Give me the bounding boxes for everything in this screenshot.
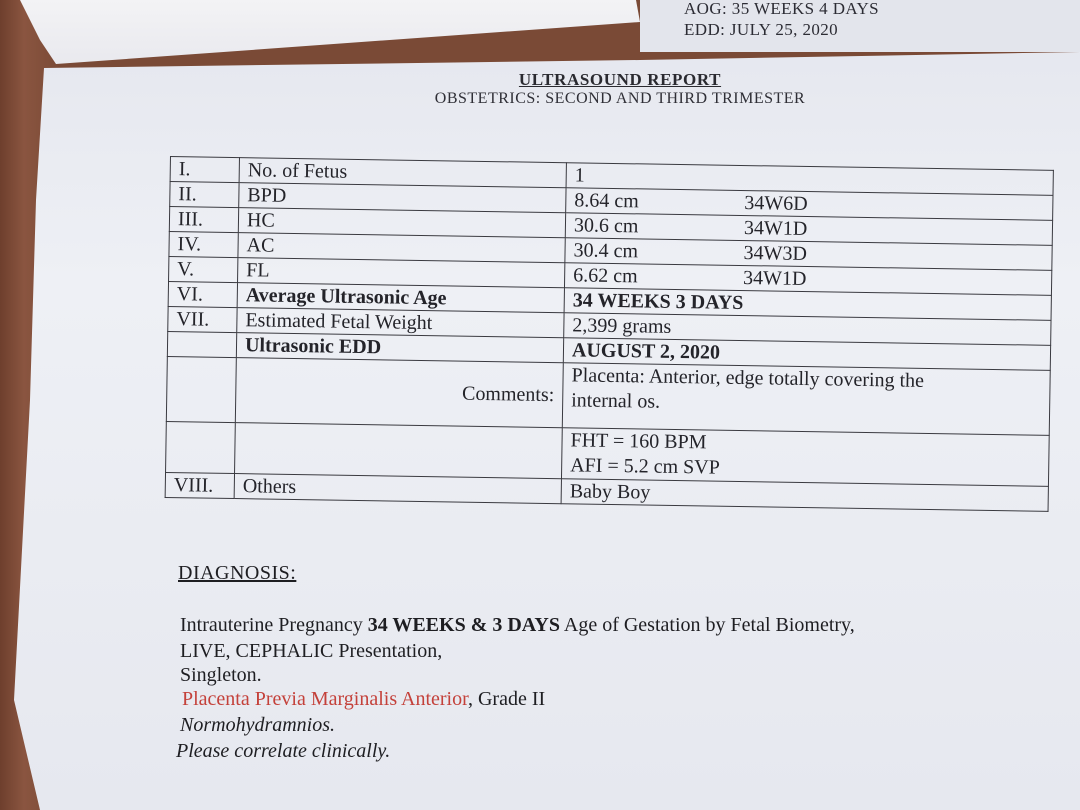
diagnosis-text: Age of Gestation by Fetal Biometry, xyxy=(559,614,855,636)
diagnosis-text: Intrauterine Pregnancy xyxy=(180,614,368,636)
diagnosis-line-2: LIVE, CEPHALIC Presentation, xyxy=(180,640,443,662)
row-label: AC xyxy=(238,233,565,263)
comment-line: internal os. xyxy=(571,389,661,413)
row-label: BPD xyxy=(239,183,566,213)
grade-text: , Grade II xyxy=(467,688,546,710)
comment-line: Placenta: Anterior, edge totally covering the xyxy=(571,364,925,392)
row-number: I. xyxy=(170,157,239,183)
diagnosis-line-1 xyxy=(180,614,855,637)
row-label: HC xyxy=(238,208,565,238)
row-number: III. xyxy=(169,207,238,233)
row-value: 34 WEEKS 3 DAYS xyxy=(564,288,1051,321)
value-text: 1 xyxy=(574,164,585,187)
afi-text: AFI = 5.2 cm SVP xyxy=(570,454,720,479)
age-text: 34W6D xyxy=(744,192,808,216)
age-text: 34W1D xyxy=(743,217,808,241)
row-number: IV. xyxy=(169,231,238,257)
gestation-age-text: 34 WEEKS & 3 DAYS xyxy=(367,614,560,636)
row-value: 2,399 grams xyxy=(564,313,1051,346)
diagnosis-line-5: Normohydramnios. xyxy=(180,714,336,736)
value-text: 30.6 cm xyxy=(573,214,639,238)
row-number xyxy=(167,331,236,357)
value-text: 6.62 cm xyxy=(573,264,638,288)
diagnosis-heading: DIAGNOSIS: xyxy=(178,562,297,584)
report-title: ULTRASOUND REPORT xyxy=(518,70,722,89)
age-text: 34W1D xyxy=(742,267,807,291)
folded-paper-corner xyxy=(0,0,640,64)
value-text: 8.64 cm xyxy=(574,189,639,213)
row-label: Estimated Fetal Weight xyxy=(237,308,564,338)
row-label: No. of Fetus xyxy=(239,158,566,188)
row-label xyxy=(235,423,563,479)
report-subtitle: OBSTETRICS: SECOND AND THIRD TRIMESTER xyxy=(434,90,806,107)
row-number: VIII. xyxy=(165,472,234,498)
aog-text: AOG: 35 WEEKS 4 DAYS xyxy=(684,0,880,18)
row-value: AUGUST 2, 2020 xyxy=(563,338,1050,371)
row-number: V. xyxy=(169,256,238,282)
diagnosis-line-3: Singleton. xyxy=(180,664,262,686)
row-number: VII. xyxy=(168,306,237,332)
gestation-info xyxy=(684,0,879,40)
age-text: 34W3D xyxy=(743,242,808,266)
row-label: Average Ultrasonic Age xyxy=(237,283,564,313)
row-number xyxy=(166,356,236,422)
edd-text: EDD: JULY 25, 2020 xyxy=(684,20,839,39)
row-label: Others xyxy=(234,474,561,504)
fht-text: FHT = 160 BPM xyxy=(570,429,707,454)
row-label: FL xyxy=(238,258,565,288)
comments-label: Comments: xyxy=(235,358,563,428)
row-value: Baby Boy xyxy=(561,479,1048,512)
value-text: 30.4 cm xyxy=(573,239,639,263)
row-number: VI. xyxy=(168,281,237,307)
fetal-findings xyxy=(561,428,1049,487)
placenta-previa-text: Placenta Previa Marginalis Anterior xyxy=(182,688,468,710)
row-number xyxy=(166,421,236,473)
row-number: II. xyxy=(170,182,239,208)
row-label: Ultrasonic EDD xyxy=(236,333,563,363)
diagnosis-line-6: Please correlate clinically. xyxy=(176,740,391,762)
diagnosis-line-4 xyxy=(182,688,545,711)
comments-value xyxy=(562,363,1050,436)
biometry-table xyxy=(165,156,1054,512)
